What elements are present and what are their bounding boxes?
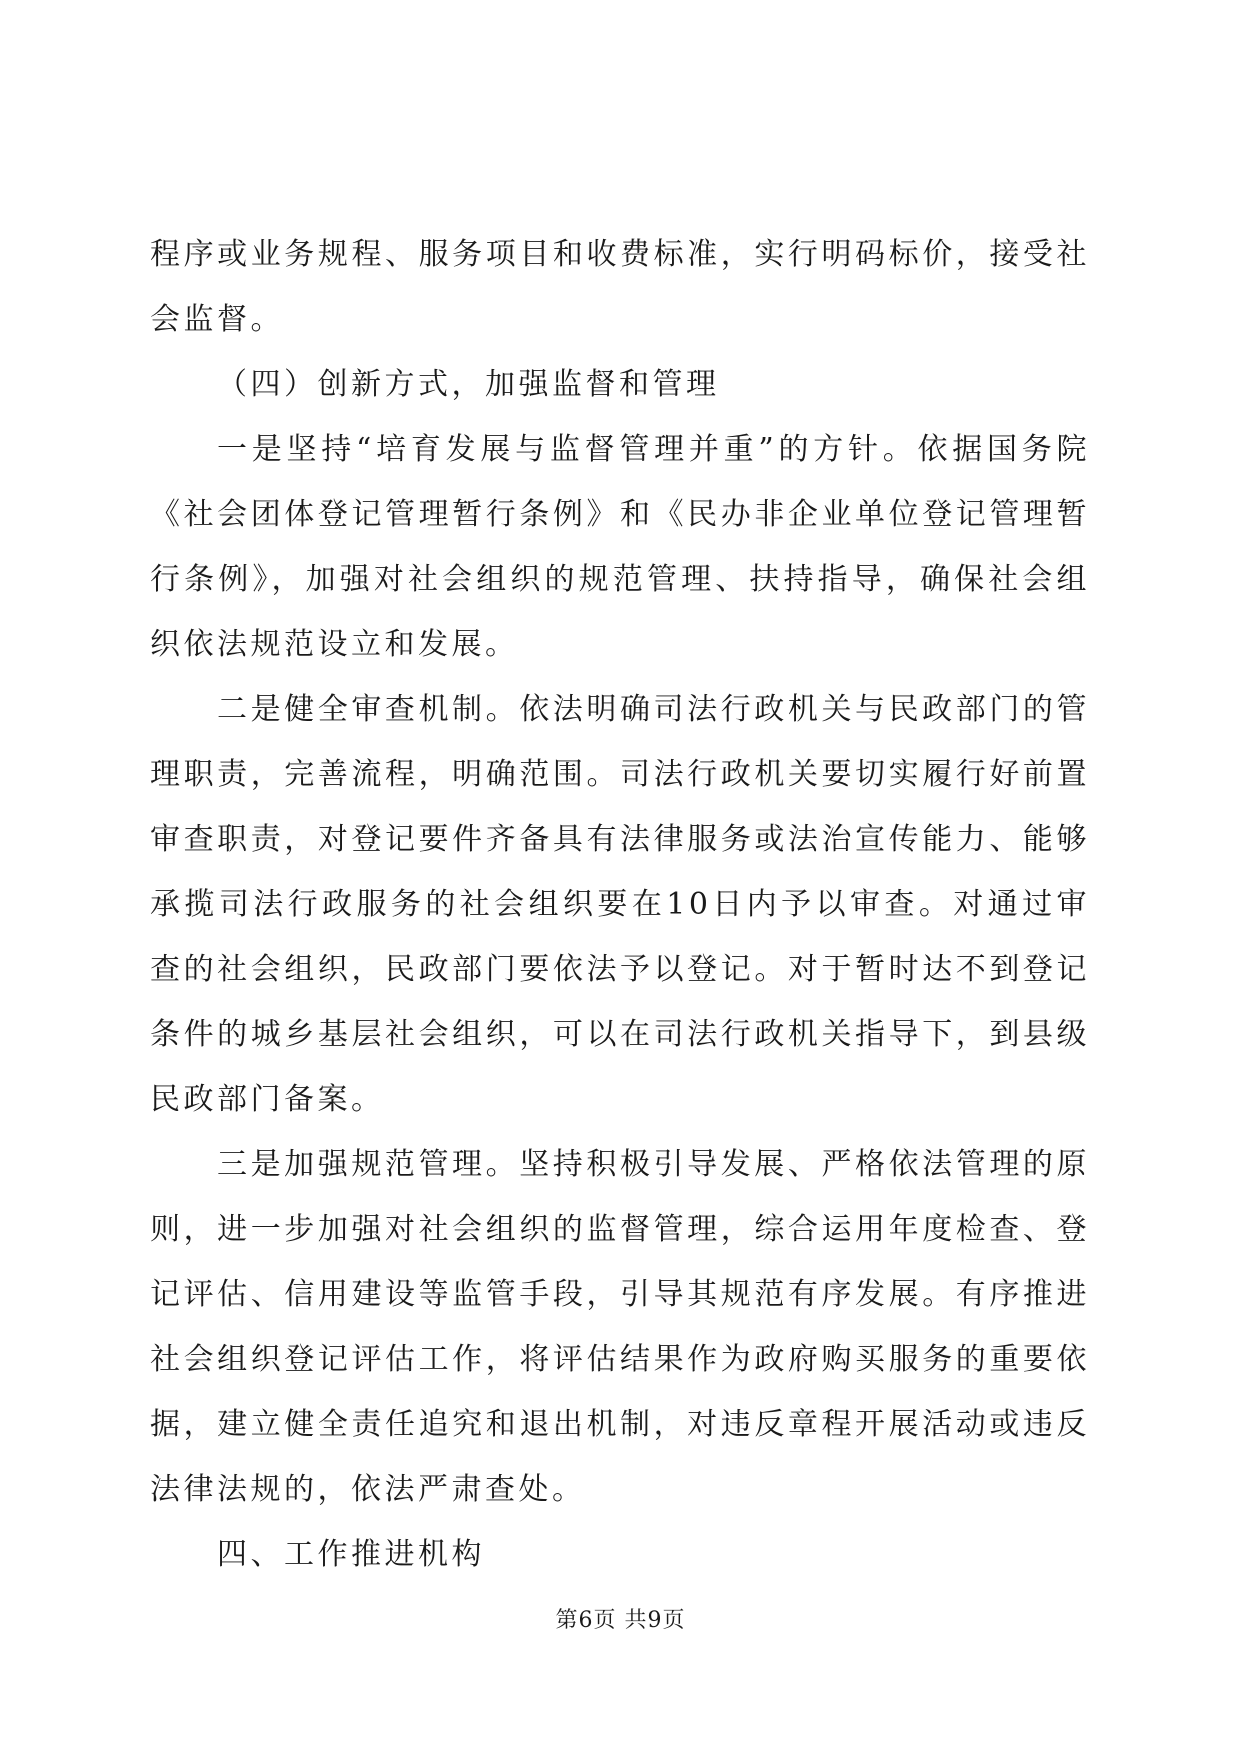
paragraph-continuation: 程序或业务规程、服务项目和收费标准，实行明码标价，接受社会监督。 <box>150 237 1090 337</box>
page-footer: 第6页 共9页 <box>555 1608 686 1633</box>
paragraph-item-two: 二是健全审查机制。依法明确司法行政机关与民政部门的管理职责，完善流程，明确范围。司法行政机关要切实履行好前置审查职责，对登记要件齐备具有法律服务或法治宣传能力、能够承揽司法行政服务的社会组织要在10日内予以审查。对通过审查的社会组织，民政部门要依法予以登记。对于暂时达不到登记条件的城乡基层社会组织，可以在司法行政机关指导下，到县级民政部门备案。 <box>150 692 1090 1117</box>
section-heading-innovation: （四）创新方式，加强监督和管理 <box>217 367 720 402</box>
section-heading-work-agency: 四、工作推进机构 <box>217 1537 485 1572</box>
document-body <box>150 222 1090 1587</box>
paragraph-item-three: 三是加强规范管理。坚持积极引导发展、严格依法管理的原则，进一步加强对社会组织的监督管理，综合运用年度检查、登记评估、信用建设等监管手段，引导其规范有序发展。有序推进社会组织登记评估工作，将评估结果作为政府购买服务的重要依据，建立健全责任追究和退出机制，对违反章程开展活动或违反法律法规的，依法严肃查处。 <box>150 1147 1090 1507</box>
paragraph-item-one: 一是坚持“培育发展与监督管理并重”的方针。依据国务院《社会团体登记管理暂行条例》和《民办非企业单位登记管理暂行条例》，加强对社会组织的规范管理、扶持指导，确保社会组织依法规范设立和发展。 <box>150 432 1090 662</box>
